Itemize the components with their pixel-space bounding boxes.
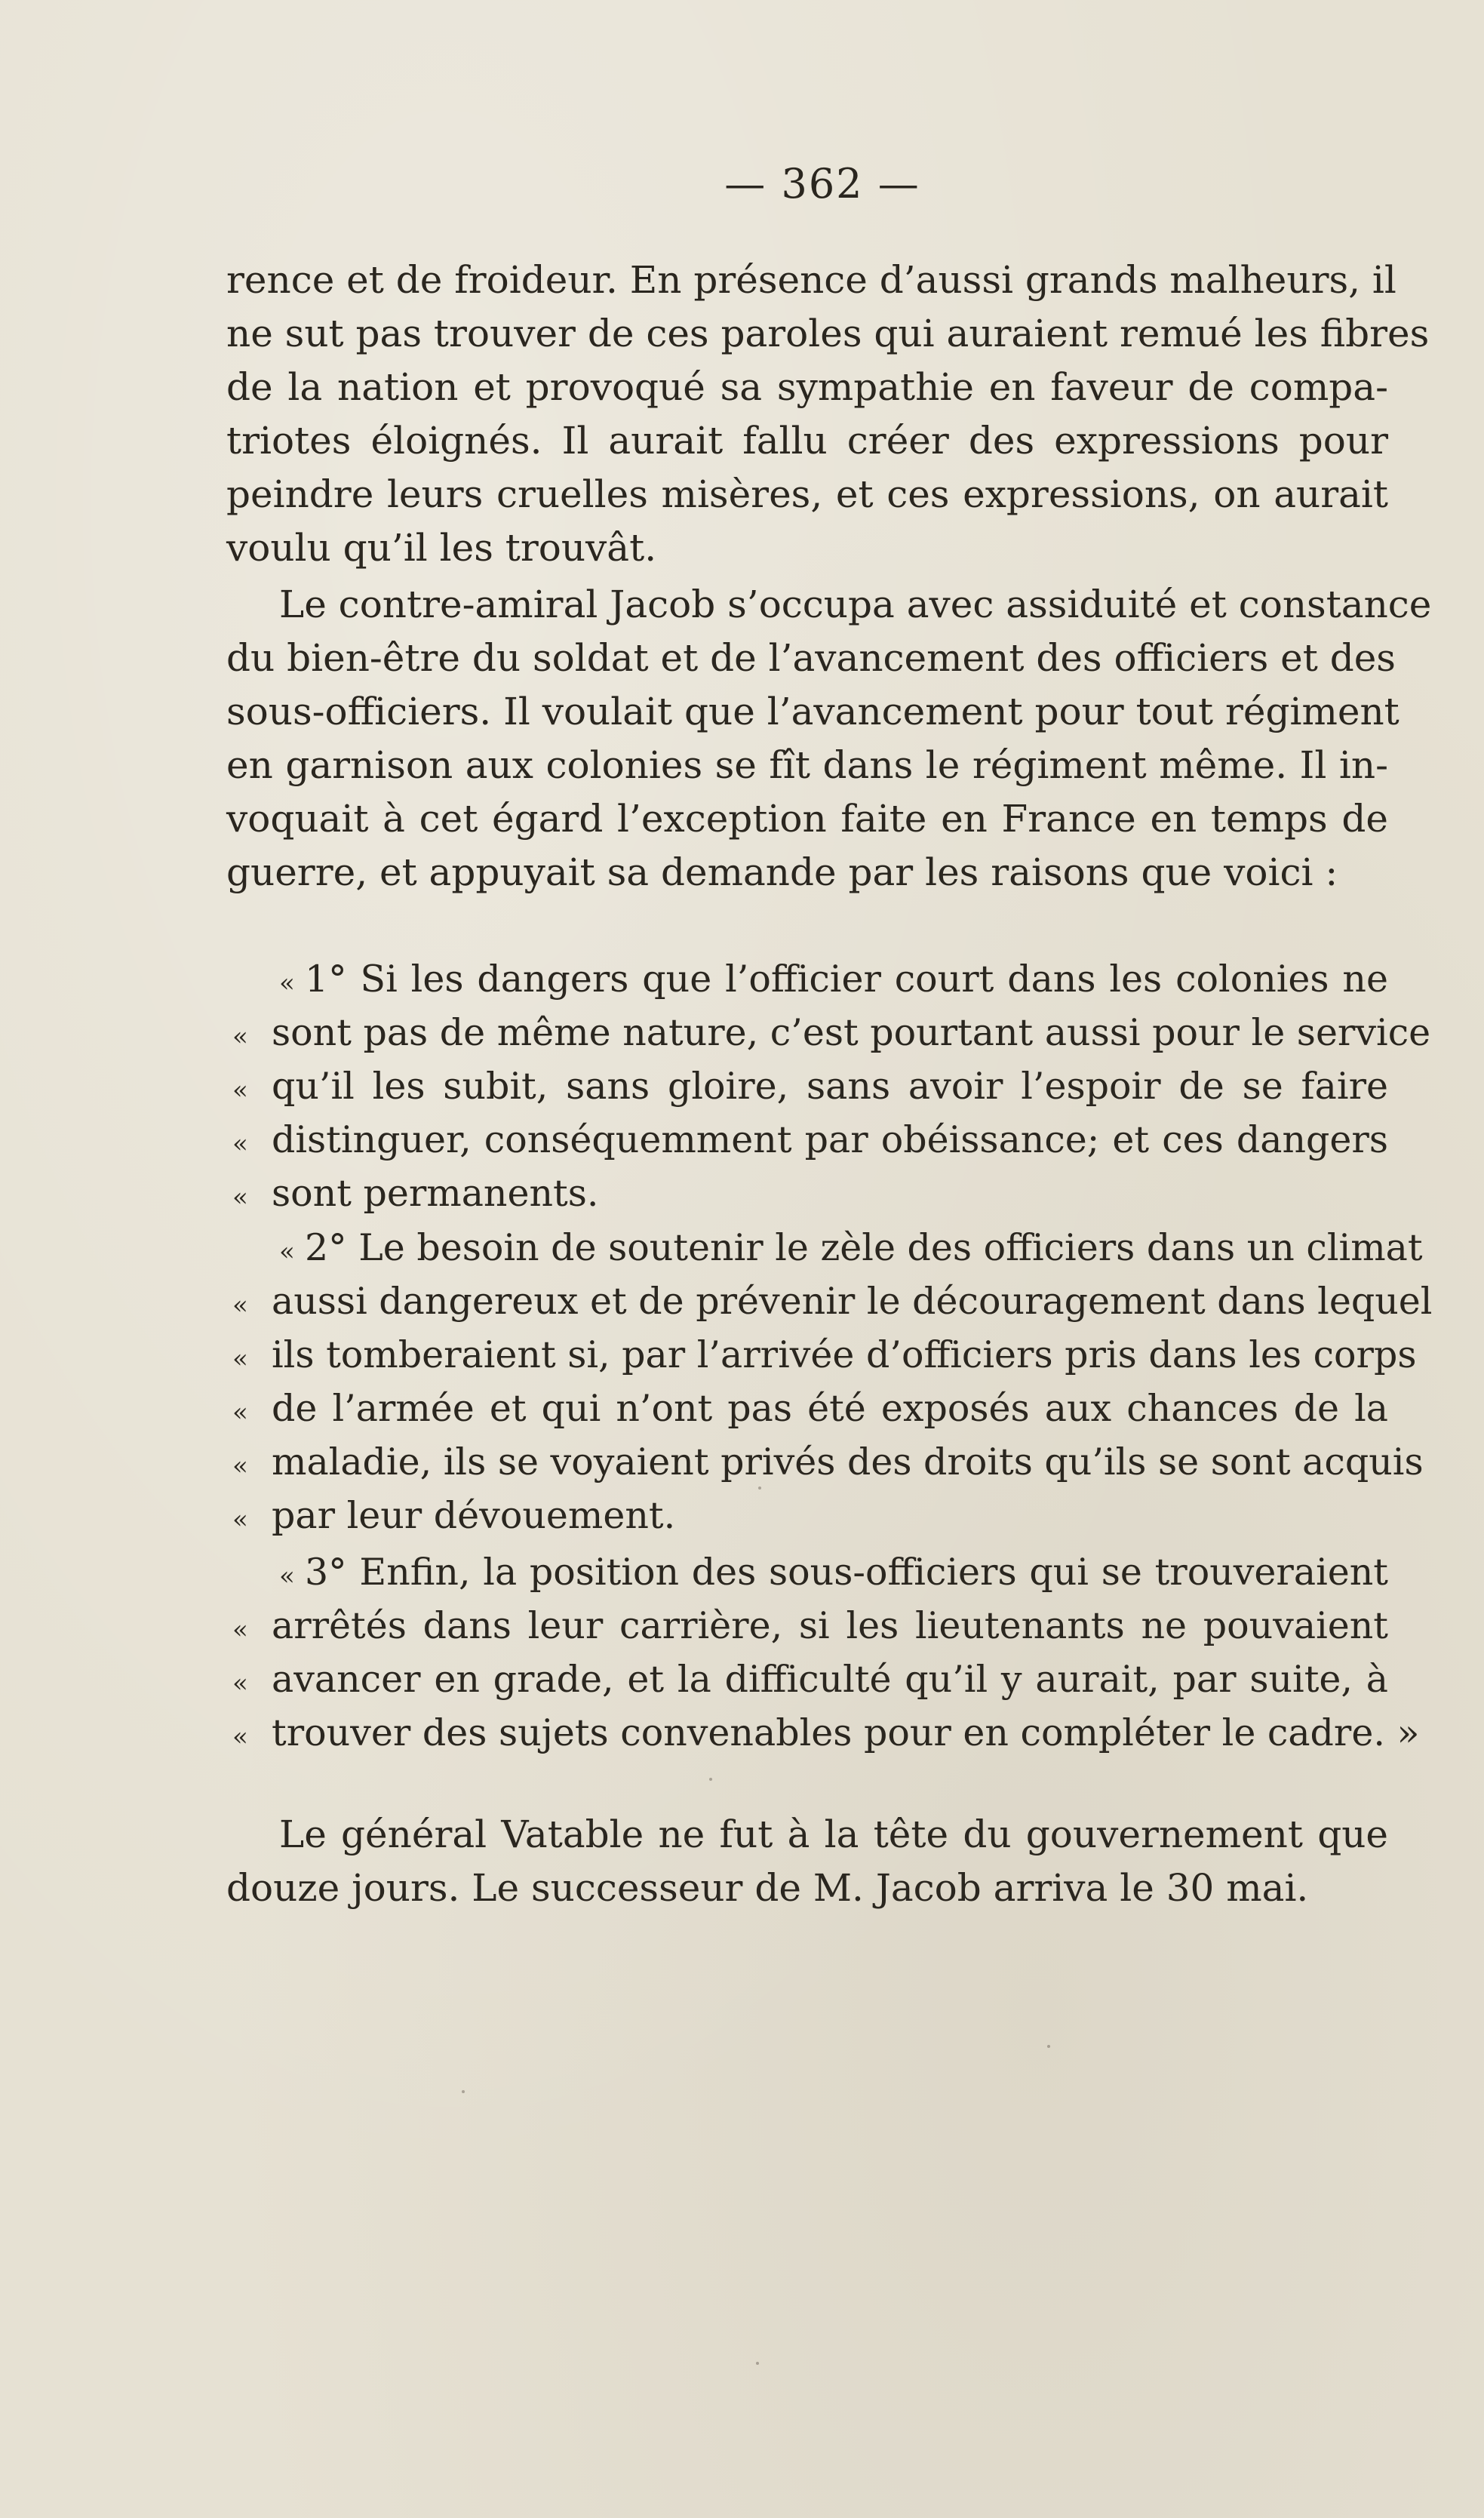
quotation-line-text: arrêtés dans leur carrière, si les lieutenants ne pouvaient [272,1604,1388,1647]
paragraph-line: du bien-être du soldat et de l’avancement des officiers et des [226,636,1396,680]
quotation-line [272,1328,1417,1382]
paper-speck [758,1487,761,1490]
paragraph-3 [226,1808,1388,1915]
quotation-line [272,1706,1420,1760]
quotation-line [272,1006,1431,1059]
paragraph-2 [226,578,1432,899]
quotation-item-3 [272,1545,1420,1760]
quotation-line-text: avancer en grade, et la difficulté qu’il y aurait, par suite, à [272,1658,1388,1701]
paragraph-line: Le général Vatable ne fut à la tête du gouvernement que [279,1812,1388,1856]
quotation-line [272,1274,1433,1328]
paragraph-line: triotes éloignés. Il aurait fallu créer des expressions pour [226,419,1388,463]
paragraph-line: rence et de froideur. En présence d’aussi grands malheurs, il [226,258,1396,302]
paper-speck [709,1778,712,1781]
paragraph-line: voquait à cet égard l’exception faite en France en temps de [226,797,1388,841]
quotation-line-text: de l’armée et qui n’ont pas été exposés aux chances de la [272,1387,1388,1430]
quotation-mark: « [279,968,295,998]
quotation-line-text: par leur dévouement. [272,1494,676,1537]
quotation-line-text: ils tomberaient si, par l’arrivée d’officiers pris dans les corps [272,1333,1417,1376]
quotation-item-1 [272,952,1431,1220]
page-number: — 362 — [724,160,920,208]
quotation-line-text: 1° Si les dangers que l’officier court dans les colonies ne [305,958,1388,1001]
paragraph-line: voulu qu’il les trouvât. [226,526,657,570]
quotation-line [272,1435,1424,1489]
quotation-line-text: qu’il les subit, sans gloire, sans avoir l’espoir de se faire [272,1065,1388,1108]
quotation-line [272,1221,1423,1274]
paragraph-line: peindre leurs cruelles misères, et ces expressions, on aurait [226,472,1388,516]
quotation-line [272,1599,1388,1653]
paper-speck [462,2090,465,2093]
paper-speck [1047,2045,1050,2048]
quotation-line [272,1653,1388,1706]
paragraph-line: guerre, et appuyait sa demande par les raisons que voici : [226,850,1338,894]
quotation-line-text: 2° Le besoin de soutenir le zèle des officiers dans un climat [305,1226,1423,1269]
quotation-line [272,1059,1388,1113]
quotation-line-text: distinguer, conséquemment par obéissance; et ces dangers [272,1118,1388,1161]
quotation-line-text: maladie, ils se voyaient privés des droits qu’ils se sont acquis [272,1440,1424,1483]
paragraph-line: Le contre-amiral Jacob s’occupa avec assiduité et constance [279,583,1432,626]
quotation-line [272,952,1388,1006]
quotation-mark: « [279,1561,295,1591]
paper-speck [756,2362,759,2365]
quotation-line-text: sont pas de même nature, c’est pourtant aussi pour le service [272,1011,1431,1054]
quotation-line [272,1167,1388,1220]
quotation-line-text: trouver des sujets convenables pour en compléter le cadre. » [272,1711,1420,1754]
quotation-line [272,1113,1388,1167]
quotation-line [272,1489,1388,1542]
quotation-item-2 [272,1221,1433,1542]
quotation-mark: « [279,1237,295,1267]
quotation-line-text: aussi dangereux et de prévenir le découragement dans lequel [272,1280,1433,1323]
paragraph-line: douze jours. Le successeur de M. Jacob arriva le 30 mai. [226,1866,1309,1910]
quotation-line [272,1382,1388,1435]
quotation-line-text: sont permanents. [272,1172,599,1215]
quotation-line [272,1545,1388,1599]
paragraph-line: sous-officiers. Il voulait que l’avancement pour tout régiment [226,690,1400,733]
paragraph-1 [226,254,1430,575]
quotation-line-text: 3° Enfin, la position des sous-officiers qui se trouveraient [305,1551,1388,1594]
paragraph-line: ne sut pas trouver de ces paroles qui auraient remué les fibres [226,312,1430,355]
paragraph-line: de la nation et provoqué sa sympathie en faveur de compa- [226,365,1388,409]
paragraph-line: en garnison aux colonies se fît dans le régiment même. Il in- [226,743,1388,787]
